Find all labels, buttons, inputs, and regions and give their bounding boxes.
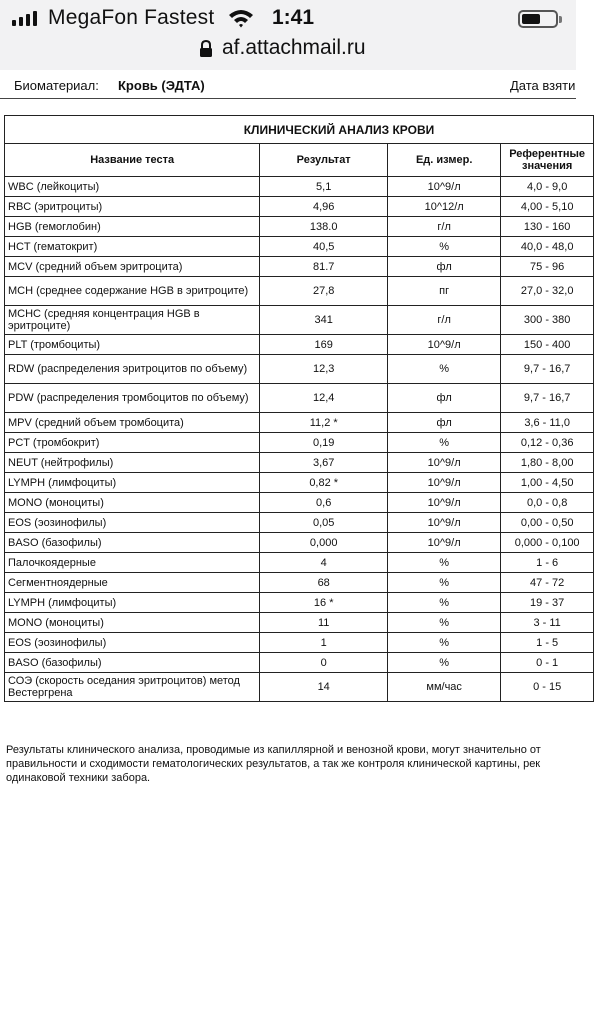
table-row [5, 384, 594, 413]
table-row [5, 217, 594, 237]
table-row [5, 453, 594, 473]
cell-result: 4 [260, 553, 388, 573]
biomaterial-label: Биоматериал: [14, 78, 99, 93]
cell-result: 169 [260, 335, 388, 355]
lock-icon [198, 40, 214, 58]
cell-reference: 1,00 - 4,50 [501, 473, 594, 493]
cell-unit: % [388, 593, 501, 613]
cell-result: 12,3 [260, 355, 388, 384]
cell-reference: 0,00 - 0,50 [501, 513, 594, 533]
table-row [5, 237, 594, 257]
table-row [5, 277, 594, 306]
divider [0, 98, 576, 99]
cell-unit: 10^9/л [388, 453, 501, 473]
footnote [6, 743, 586, 785]
cell-unit: 10^9/л [388, 493, 501, 513]
battery-icon [518, 10, 558, 28]
cell-test-name: MCHC (средняя концентрация HGB в эритроците) [5, 306, 260, 335]
cell-unit: фл [388, 384, 501, 413]
results-body [5, 177, 594, 702]
document-page [0, 70, 586, 1024]
cell-reference: 1 - 6 [501, 553, 594, 573]
cell-unit: 10^9/л [388, 335, 501, 355]
cell-test-name: MCV (средний объем эритроцита) [5, 257, 260, 277]
results-table [4, 115, 594, 702]
table-row [5, 553, 594, 573]
cell-reference: 3,6 - 11,0 [501, 413, 594, 433]
table-row [5, 653, 594, 673]
cell-reference: 130 - 160 [501, 217, 594, 237]
cell-result: 0,000 [260, 533, 388, 553]
cell-test-name: Сегментноядерные [5, 573, 260, 593]
header-unit: Ед. измер. [388, 144, 501, 177]
table-row [5, 335, 594, 355]
cell-result: 138.0 [260, 217, 388, 237]
carrier-name: MegaFon Fastest [48, 6, 215, 29]
cell-unit: 10^9/л [388, 473, 501, 493]
cell-result: 11,2 * [260, 413, 388, 433]
cell-reference: 300 - 380 [501, 306, 594, 335]
table-header-row [5, 144, 594, 177]
cell-result: 12,4 [260, 384, 388, 413]
cell-unit: г/л [388, 306, 501, 335]
cell-result: 3,67 [260, 453, 388, 473]
footnote-line: правильности и сходимости гематологических результатов, а так же контроля клинической картины, рек [6, 758, 541, 770]
table-row [5, 197, 594, 217]
cell-unit: % [388, 553, 501, 573]
cell-result: 1 [260, 633, 388, 653]
cell-unit: г/л [388, 217, 501, 237]
cell-test-name: PLT (тромбоциты) [5, 335, 260, 355]
cell-unit: 10^12/л [388, 197, 501, 217]
cell-reference: 47 - 72 [501, 573, 594, 593]
status-bar [0, 0, 576, 70]
footnote-line: Результаты клинического анализа, проводимые из капиллярной и венозной крови, могут значительно от [6, 744, 541, 756]
signal-strength-icon [12, 10, 37, 26]
cell-test-name: EOS (эозинофилы) [5, 513, 260, 533]
cell-reference: 1,80 - 8,00 [501, 453, 594, 473]
cell-test-name: HGB (гемоглобин) [5, 217, 260, 237]
cell-test-name: WBC (лейкоциты) [5, 177, 260, 197]
cell-result: 40,5 [260, 237, 388, 257]
date-label: Дата взяти [510, 78, 576, 93]
cell-test-name: EOS (эозинофилы) [5, 633, 260, 653]
wifi-icon [228, 8, 254, 28]
cell-test-name: LYMPH (лимфоциты) [5, 473, 260, 493]
cell-unit: % [388, 433, 501, 453]
cell-reference: 0,12 - 0,36 [501, 433, 594, 453]
cell-reference: 19 - 37 [501, 593, 594, 613]
cell-result: 4,96 [260, 197, 388, 217]
cell-result: 16 * [260, 593, 388, 613]
cell-result: 11 [260, 613, 388, 633]
cell-unit: % [388, 237, 501, 257]
table-row [5, 433, 594, 453]
cell-result: 68 [260, 573, 388, 593]
cell-unit: фл [388, 257, 501, 277]
cell-reference: 27,0 - 32,0 [501, 277, 594, 306]
cell-test-name: BASO (базофилы) [5, 653, 260, 673]
cell-unit: % [388, 613, 501, 633]
cell-result: 0,05 [260, 513, 388, 533]
cell-reference: 150 - 400 [501, 335, 594, 355]
cell-unit: мм/час [388, 673, 501, 702]
cell-reference: 0,000 - 0,100 [501, 533, 594, 553]
cell-result: 27,8 [260, 277, 388, 306]
cell-test-name: BASO (базофилы) [5, 533, 260, 553]
cell-reference: 0 - 15 [501, 673, 594, 702]
table-row [5, 413, 594, 433]
cell-reference: 0 - 1 [501, 653, 594, 673]
table-row [5, 593, 594, 613]
cell-result: 81.7 [260, 257, 388, 277]
cell-result: 0,19 [260, 433, 388, 453]
cell-reference: 4,0 - 9,0 [501, 177, 594, 197]
cell-result: 341 [260, 306, 388, 335]
cell-reference: 4,00 - 5,10 [501, 197, 594, 217]
cell-test-name: LYMPH (лимфоциты) [5, 593, 260, 613]
cell-test-name: PDW (распределения тромбоцитов по объему) [5, 384, 260, 413]
table-row [5, 473, 594, 493]
footnote-line: одинаковой техники забора. [6, 772, 151, 784]
cell-unit: фл [388, 413, 501, 433]
cell-test-name: MCH (среднее содержание HGB в эритроците) [5, 277, 260, 306]
table-row [5, 633, 594, 653]
cell-test-name: RBC (эритроциты) [5, 197, 260, 217]
cell-reference: 9,7 - 16,7 [501, 384, 594, 413]
address-bar-url[interactable]: af.attachmail.ru [222, 36, 366, 59]
cell-test-name: HCT (гематокрит) [5, 237, 260, 257]
table-title: КЛИНИЧЕСКИЙ АНАЛИЗ КРОВИ [243, 122, 435, 137]
cell-result: 0 [260, 653, 388, 673]
header-test-name: Название теста [5, 144, 260, 177]
cell-unit: % [388, 633, 501, 653]
table-title-row [5, 116, 594, 144]
table-row [5, 177, 594, 197]
cell-unit: % [388, 653, 501, 673]
cell-reference: 1 - 5 [501, 633, 594, 653]
cell-reference: 3 - 11 [501, 613, 594, 633]
cell-unit: % [388, 573, 501, 593]
table-row [5, 533, 594, 553]
cell-test-name: Палочкоядерные [5, 553, 260, 573]
cell-test-name: PCT (тромбокрит) [5, 433, 260, 453]
cell-reference: 40,0 - 48,0 [501, 237, 594, 257]
cell-result: 0,6 [260, 493, 388, 513]
cell-test-name: MPV (средний объем тромбоцита) [5, 413, 260, 433]
cell-test-name: MONO (моноциты) [5, 613, 260, 633]
clock: 1:41 [272, 6, 315, 29]
cell-result: 5,1 [260, 177, 388, 197]
cell-test-name: СОЭ (скорость оседания эритроцитов) метод Вестергрена [5, 673, 260, 702]
cell-unit: пг [388, 277, 501, 306]
cell-unit: 10^9/л [388, 177, 501, 197]
biomaterial-value: Кровь (ЭДТА) [118, 78, 205, 93]
cell-test-name: MONO (моноциты) [5, 493, 260, 513]
cell-reference: 9,7 - 16,7 [501, 355, 594, 384]
cell-unit: 10^9/л [388, 533, 501, 553]
cell-unit: 10^9/л [388, 513, 501, 533]
cell-unit: % [388, 355, 501, 384]
cell-test-name: RDW (распределения эритроцитов по объему) [5, 355, 260, 384]
table-row [5, 493, 594, 513]
table-row [5, 673, 594, 702]
cell-result: 0,82 * [260, 473, 388, 493]
cell-test-name: NEUT (нейтрофилы) [5, 453, 260, 473]
cell-result: 14 [260, 673, 388, 702]
header-reference: Референтные значения [501, 144, 594, 177]
table-row [5, 513, 594, 533]
header-result: Результат [260, 144, 388, 177]
cell-reference: 0,0 - 0,8 [501, 493, 594, 513]
table-row [5, 257, 594, 277]
table-row [5, 306, 594, 335]
table-row [5, 355, 594, 384]
table-row [5, 613, 594, 633]
table-row [5, 573, 594, 593]
cell-reference: 75 - 96 [501, 257, 594, 277]
